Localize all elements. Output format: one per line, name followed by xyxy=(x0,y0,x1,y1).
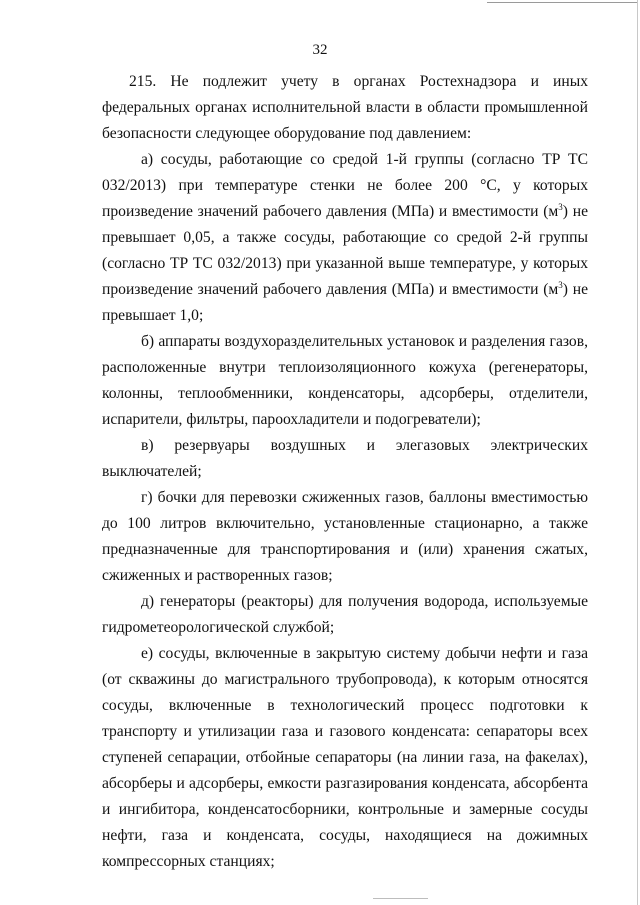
bottom-mark xyxy=(373,898,428,899)
paragraph-215: 215. Не подлежит учету в органах Ростехнадзора и иных федеральных органах исполнительной власти в области промышленной безопасности следующее оборудование под давлением: xyxy=(102,73,588,142)
superscript-3: 3 xyxy=(558,202,563,212)
page-number: 32 xyxy=(312,42,328,58)
paragraph-e: е) сосуды, включенные в закрытую систему добычи нефти и газа (от скважины до магистрального трубопровода), к которым относятся сосуды, включенные в технологический процесс подготовки к транспорту и утилизации газа и газового конденсата: сепараторы всех ступеней сепарации, отбойные сепараторы (на линии газа, на факелах), абсорберы и адсорберы, емкости разгазирования конденсата, абсорбента и ингибитора, конденсатосборники, контрольные и замерные сосуды нефти, газа и конденсата, сосуды, находящиеся на дожимных компрессорных станциях; xyxy=(102,645,588,870)
paragraph-a-part3: ) не превышает 1,0; xyxy=(102,281,589,324)
paragraph-a-part2: ) не превышает 0,05, а также сосуды, работающие со средой 2-й группы (согласно ТР ТС 032/2013) при указанной выше температуре, у которых произведение значений рабочего давления (МПа) и вместимости (м xyxy=(102,203,589,298)
paragraph-b: б) аппараты воздухоразделительных установок и разделения газов, расположенные внутри теплоизоляционного кожуха (регенераторы, колонны, теплообменники, конденсаторы, адсорберы, отделители, испарители, фильтры, пароохладители и подогреватели); xyxy=(102,333,588,428)
paragraph-g: г) бочки для перевозки сжиженных газов, баллоны вместимостью до 100 литров включительно, установленные стационарно, а также предназначенные для транспортирования и (или) хранения сжатых, сжиженных и растворенных газов; xyxy=(102,489,588,584)
page-edge xyxy=(637,0,638,905)
paragraph-a-part1: а) сосуды, работающие со средой 1-й группы (согласно ТР ТС 032/2013) при температуре стенки не более 200 °С, у которых произведение значений рабочего давления (МПа) и вместимости (м xyxy=(102,151,588,220)
paragraph-a xyxy=(102,147,588,329)
document-body xyxy=(102,69,588,875)
paragraph-d: д) генераторы (реакторы) для получения водорода, используемые гидрометеорологической службой; xyxy=(102,593,588,636)
paragraph-v: в) резервуары воздушных и элегазовых электрических выключателей; xyxy=(102,437,588,480)
top-rule xyxy=(487,2,637,3)
superscript-3: 3 xyxy=(558,280,563,290)
